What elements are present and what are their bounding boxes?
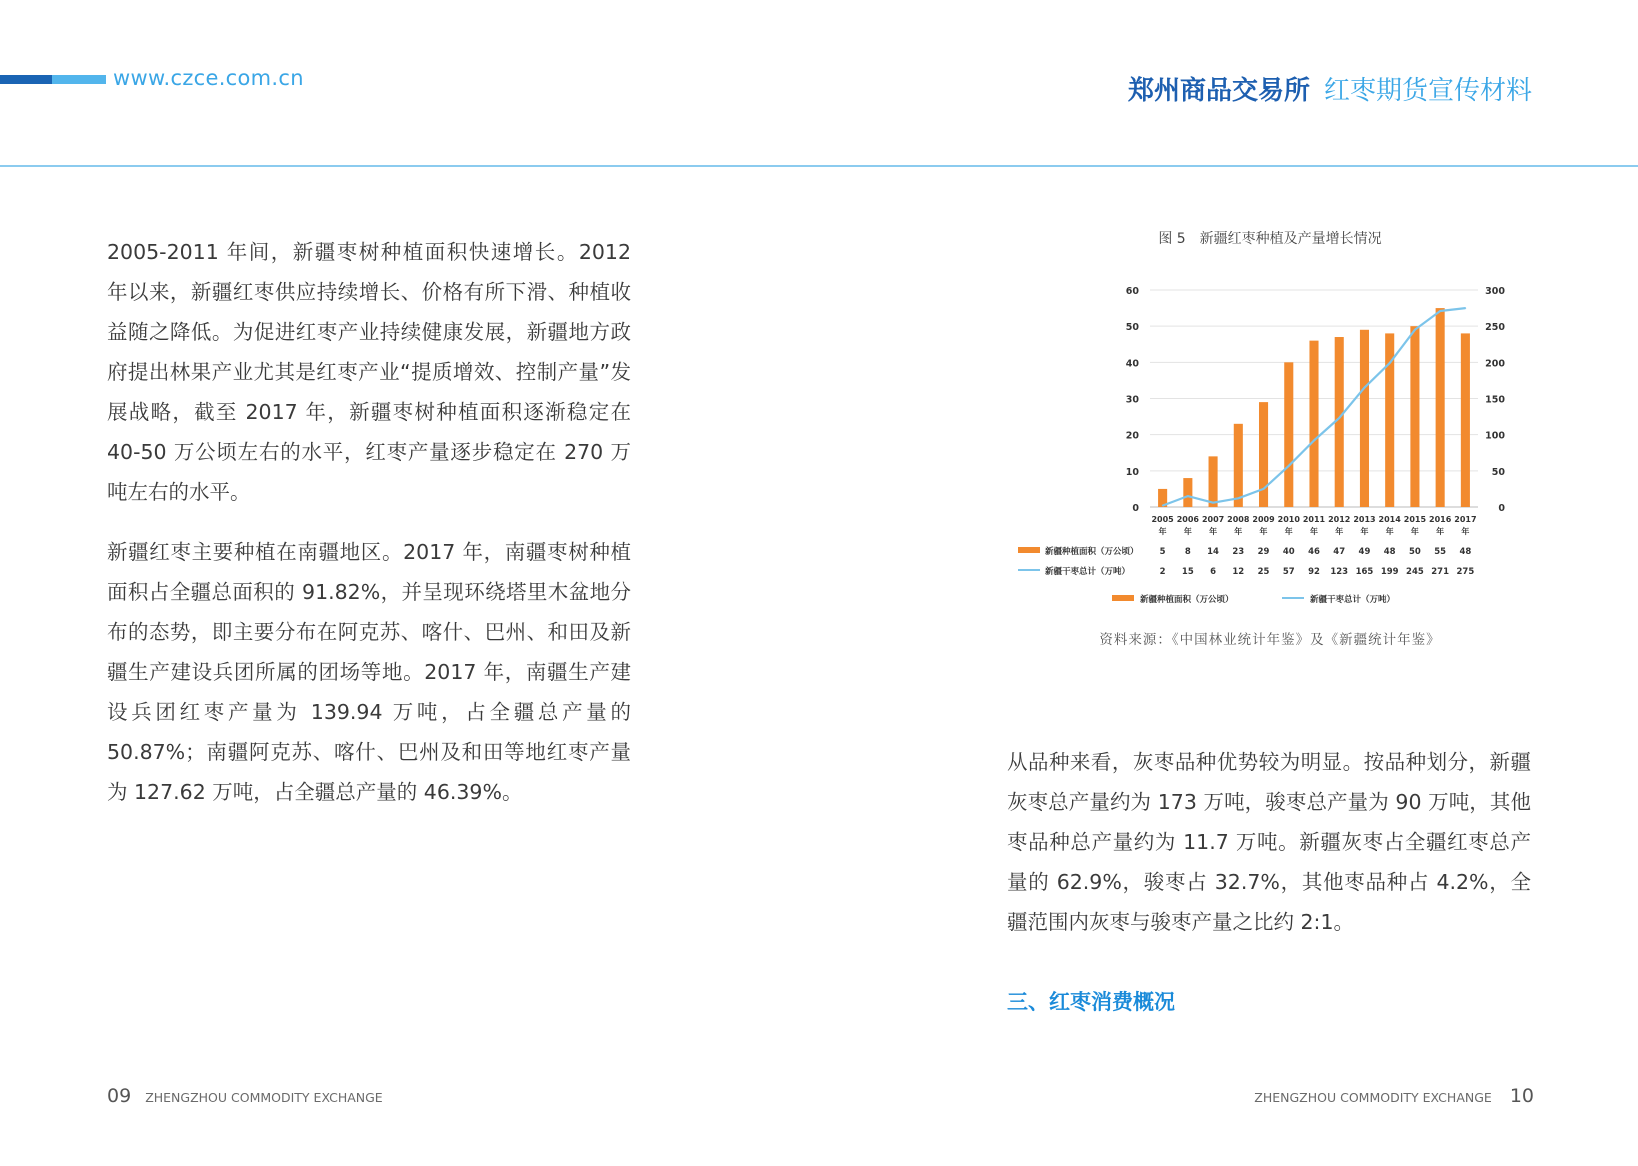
table-cell: 48 bbox=[1459, 547, 1472, 557]
x-tick-label-suffix: 年 bbox=[1183, 527, 1192, 536]
footer-left bbox=[107, 1085, 383, 1107]
legend-label: 新疆干枣总计（万吨） bbox=[1310, 595, 1396, 605]
table-series-label: 新疆干枣总计（万吨） bbox=[1045, 567, 1131, 577]
x-tick-label: 2011 bbox=[1302, 515, 1326, 524]
chart bbox=[1000, 230, 1540, 610]
bar bbox=[1410, 326, 1419, 507]
line-point bbox=[1465, 307, 1467, 309]
y-right-tick-label: 300 bbox=[1485, 286, 1505, 297]
x-tick-label: 2006 bbox=[1176, 515, 1199, 524]
line-point bbox=[1238, 498, 1240, 500]
table-cell: 12 bbox=[1232, 567, 1245, 577]
y-right-tick-label: 100 bbox=[1485, 430, 1505, 442]
y-right-tick-label: 150 bbox=[1485, 394, 1505, 406]
doc-title: 红枣期货宣传材料 bbox=[1323, 76, 1532, 106]
table-cell: 123 bbox=[1330, 567, 1349, 577]
table-cell: 49 bbox=[1358, 547, 1371, 557]
y-right-tick-label: 250 bbox=[1485, 322, 1505, 334]
table-cell: 46 bbox=[1308, 547, 1320, 557]
x-tick-label: 2015 bbox=[1403, 515, 1427, 524]
x-tick-label-suffix: 年 bbox=[1209, 527, 1218, 536]
header-accent-bar-dark bbox=[0, 75, 52, 84]
line-point bbox=[1288, 465, 1290, 467]
x-tick-label: 2010 bbox=[1277, 515, 1300, 524]
x-tick-label-suffix: 年 bbox=[1360, 527, 1369, 536]
footer-text: ZHENGZHOU COMMODITY EXCHANGE bbox=[145, 1090, 383, 1105]
chart-title: 图 5 新疆红枣种植及产量增长情况 bbox=[1158, 231, 1382, 247]
y-right-tick-label: 50 bbox=[1491, 466, 1505, 478]
table-cell: 23 bbox=[1232, 547, 1245, 557]
footer-right bbox=[1254, 1085, 1534, 1107]
table-cell: 55 bbox=[1434, 547, 1447, 557]
paragraph: 2005-2011 年间，新疆枣树种植面积快速增长。2012 年以来，新疆红枣供应持续增长、价格有所下滑、种植收益随之降低。为促进红枣产业持续健康发展，新疆地方政府提出林果产业尤其是红枣产业“提质增效、控制产量”发展战略，截至 2017 年，新疆枣树种植面积逐渐稳定在 40-50 万公顷左右的水平，红枣产量逐步稳定在 270 万吨左右的水平。 bbox=[107, 240, 631, 504]
x-tick-label: 2013 bbox=[1353, 515, 1376, 524]
x-tick-label-suffix: 年 bbox=[1284, 527, 1293, 536]
line-point bbox=[1338, 417, 1340, 419]
paragraph: 从品种来看，灰枣品种优势较为明显。按品种划分，新疆灰枣总产量约为 173 万吨，骏枣总产量为 90 万吨，其他枣品种总产量约为 11.7 万吨。新疆灰枣占全疆红枣总产量的 62.9%，骏枣占 32.7%，其他枣品种占 4.2%，全疆范围内灰枣与骏枣产量之比约 2:1。 bbox=[1007, 750, 1531, 934]
header-title bbox=[1128, 70, 1532, 107]
site-url[interactable]: www.czce.com.cn bbox=[113, 66, 304, 90]
paragraph: 新疆红枣主要种植在南疆地区。2017 年，南疆枣树种植面积占全疆总面积的 91.82%，并呈现环绕塔里木盆地分布的态势，即主要分布在阿克苏、喀什、巴州、和田及新疆生产建设兵团所属的团场等地。2017 年，南疆生产建设兵团红枣产量为 139.94 万吨，占全疆总产量的 50.87%；南疆阿克苏、喀什、巴州及和田等地红枣产量为 127.62 万吨，占全疆总产量的 46.39%。 bbox=[107, 540, 631, 804]
table-cell: 5 bbox=[1159, 547, 1166, 557]
table-cell: 15 bbox=[1181, 567, 1194, 577]
x-tick-label: 2014 bbox=[1378, 515, 1401, 524]
table-cell: 25 bbox=[1257, 567, 1270, 577]
table-cell: 92 bbox=[1308, 567, 1320, 577]
bar bbox=[1209, 456, 1218, 507]
y-left-tick-label: 40 bbox=[1125, 358, 1139, 370]
org-name: 郑州商品交易所 bbox=[1127, 76, 1310, 106]
table-cell: 245 bbox=[1406, 567, 1424, 577]
y-left-tick-label: 60 bbox=[1125, 286, 1139, 297]
table-cell: 6 bbox=[1210, 567, 1217, 577]
x-tick-label: 2007 bbox=[1201, 515, 1225, 524]
y-left-tick-label: 10 bbox=[1125, 466, 1139, 478]
table-cell: 57 bbox=[1282, 567, 1295, 577]
bar bbox=[1183, 478, 1192, 507]
y-right-tick-label: 200 bbox=[1485, 358, 1505, 370]
footer-text: ZHENGZHOU COMMODITY EXCHANGE bbox=[1254, 1090, 1492, 1105]
table-cell: 48 bbox=[1383, 547, 1396, 557]
bar bbox=[1461, 333, 1470, 507]
table-cell: 47 bbox=[1333, 547, 1346, 557]
x-tick-label: 2012 bbox=[1328, 515, 1351, 524]
y-right-tick-label: 0 bbox=[1498, 503, 1505, 514]
x-tick-label-suffix: 年 bbox=[1259, 527, 1268, 536]
x-tick-label-suffix: 年 bbox=[1335, 527, 1344, 536]
x-tick-label: 2008 bbox=[1227, 515, 1250, 524]
x-tick-label-suffix: 年 bbox=[1234, 527, 1243, 536]
y-left-tick-label: 20 bbox=[1125, 430, 1139, 442]
x-tick-label: 2005 bbox=[1151, 515, 1174, 524]
bar bbox=[1436, 308, 1445, 507]
table-cell: 50 bbox=[1409, 547, 1421, 557]
legend-swatch-bar bbox=[1112, 595, 1134, 601]
table-cell: 271 bbox=[1431, 567, 1450, 577]
figure-source: 资料来源：《中国林业统计年鉴》及《新疆统计年鉴》 bbox=[1099, 632, 1441, 648]
header-accent-bar-light bbox=[52, 75, 106, 84]
x-tick-label-suffix: 年 bbox=[1385, 527, 1394, 536]
line-point bbox=[1162, 505, 1164, 507]
table-cell: 29 bbox=[1257, 547, 1270, 557]
line-point bbox=[1187, 495, 1189, 497]
table-cell: 199 bbox=[1380, 567, 1399, 577]
left-column bbox=[107, 232, 631, 812]
section-heading: 三、红枣消费概况 bbox=[1007, 990, 1175, 1014]
header-divider bbox=[0, 165, 1638, 167]
line-point bbox=[1439, 310, 1441, 312]
table-cell: 165 bbox=[1355, 567, 1374, 577]
x-tick-label-suffix: 年 bbox=[1310, 527, 1318, 536]
table-cell: 275 bbox=[1456, 567, 1475, 577]
line-point bbox=[1389, 362, 1391, 364]
table-series-label: 新疆种植面积（万公顷） bbox=[1045, 547, 1139, 557]
table-cell: 40 bbox=[1282, 547, 1295, 557]
bar bbox=[1309, 341, 1318, 507]
line-point bbox=[1263, 488, 1265, 490]
line-point bbox=[1313, 440, 1315, 442]
x-tick-label-suffix: 年 bbox=[1461, 527, 1470, 536]
y-left-tick-label: 0 bbox=[1132, 503, 1139, 514]
table-cell: 8 bbox=[1184, 547, 1191, 557]
bar bbox=[1259, 402, 1268, 507]
legend-label: 新疆种植面积（万公顷） bbox=[1140, 595, 1234, 605]
line-point bbox=[1414, 329, 1416, 331]
bar bbox=[1360, 330, 1369, 507]
bar bbox=[1234, 424, 1243, 507]
table-cell: 2 bbox=[1159, 567, 1166, 577]
x-tick-label: 2017 bbox=[1454, 515, 1477, 524]
line-point bbox=[1364, 387, 1366, 389]
table-legend-swatch bbox=[1018, 547, 1040, 553]
table-cell: 14 bbox=[1207, 547, 1219, 557]
y-left-tick-label: 30 bbox=[1125, 394, 1139, 406]
y-left-tick-label: 50 bbox=[1125, 322, 1139, 334]
line-point bbox=[1212, 502, 1214, 504]
x-tick-label: 2016 bbox=[1429, 515, 1452, 524]
x-tick-label-suffix: 年 bbox=[1436, 527, 1445, 536]
page-number: 10 bbox=[1509, 1085, 1534, 1107]
x-tick-label-suffix: 年 bbox=[1410, 527, 1419, 536]
page-number: 09 bbox=[107, 1085, 132, 1107]
bar bbox=[1284, 362, 1293, 507]
x-tick-label-suffix: 年 bbox=[1158, 527, 1167, 536]
figure bbox=[1000, 230, 1540, 660]
right-column bbox=[1007, 742, 1531, 942]
x-tick-label: 2009 bbox=[1252, 515, 1275, 524]
